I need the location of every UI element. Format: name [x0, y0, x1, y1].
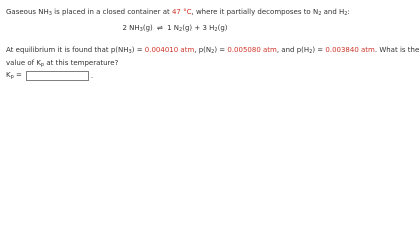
nh3-formula: $NH_3$ [38, 8, 52, 17]
answer-row [6, 70, 93, 82]
pressure-n2: 0.005080 atm [227, 46, 277, 54]
reaction-equation: 2 $NH_3(g)$ ⇌ 1 $N_2(g) + 3$ $H_2(g)$ [122, 24, 228, 33]
answer-period: . [90, 72, 94, 80]
h2-formula: $H_2$ [339, 8, 348, 17]
intro-text: Gaseous [6, 8, 39, 16]
equilibrium-arrow-icon: ⇌ [157, 24, 163, 32]
question-intro: Gaseous $NH_3$ is placed in a closed container at 47 °C, where it partially decomposes to $N_2$ and $H_2$: [6, 8, 350, 17]
question-prompt: value of $K_p$ at this temperature? [6, 59, 119, 68]
kp-label: $K_p$ = [6, 71, 22, 80]
pressure-h2: 0.003840 atm [325, 46, 375, 54]
equilibrium-conditions: At equilibrium it is found that $p(NH_3) = 0.004010$ atm, $p(N_2) = 0.005080$ atm, and $p(H_2) = 0.003840$ atm. What is the [6, 46, 419, 55]
kp-answer-input[interactable] [26, 71, 89, 81]
temperature-value: 47 °C [171, 8, 192, 16]
intro-text-3: , where it partially decomposes to [191, 8, 313, 16]
n2-formula: $N_2$ [312, 8, 322, 17]
pressure-nh3: 0.004010 atm [144, 46, 195, 54]
intro-text-2: is placed in a closed container at [51, 8, 172, 16]
